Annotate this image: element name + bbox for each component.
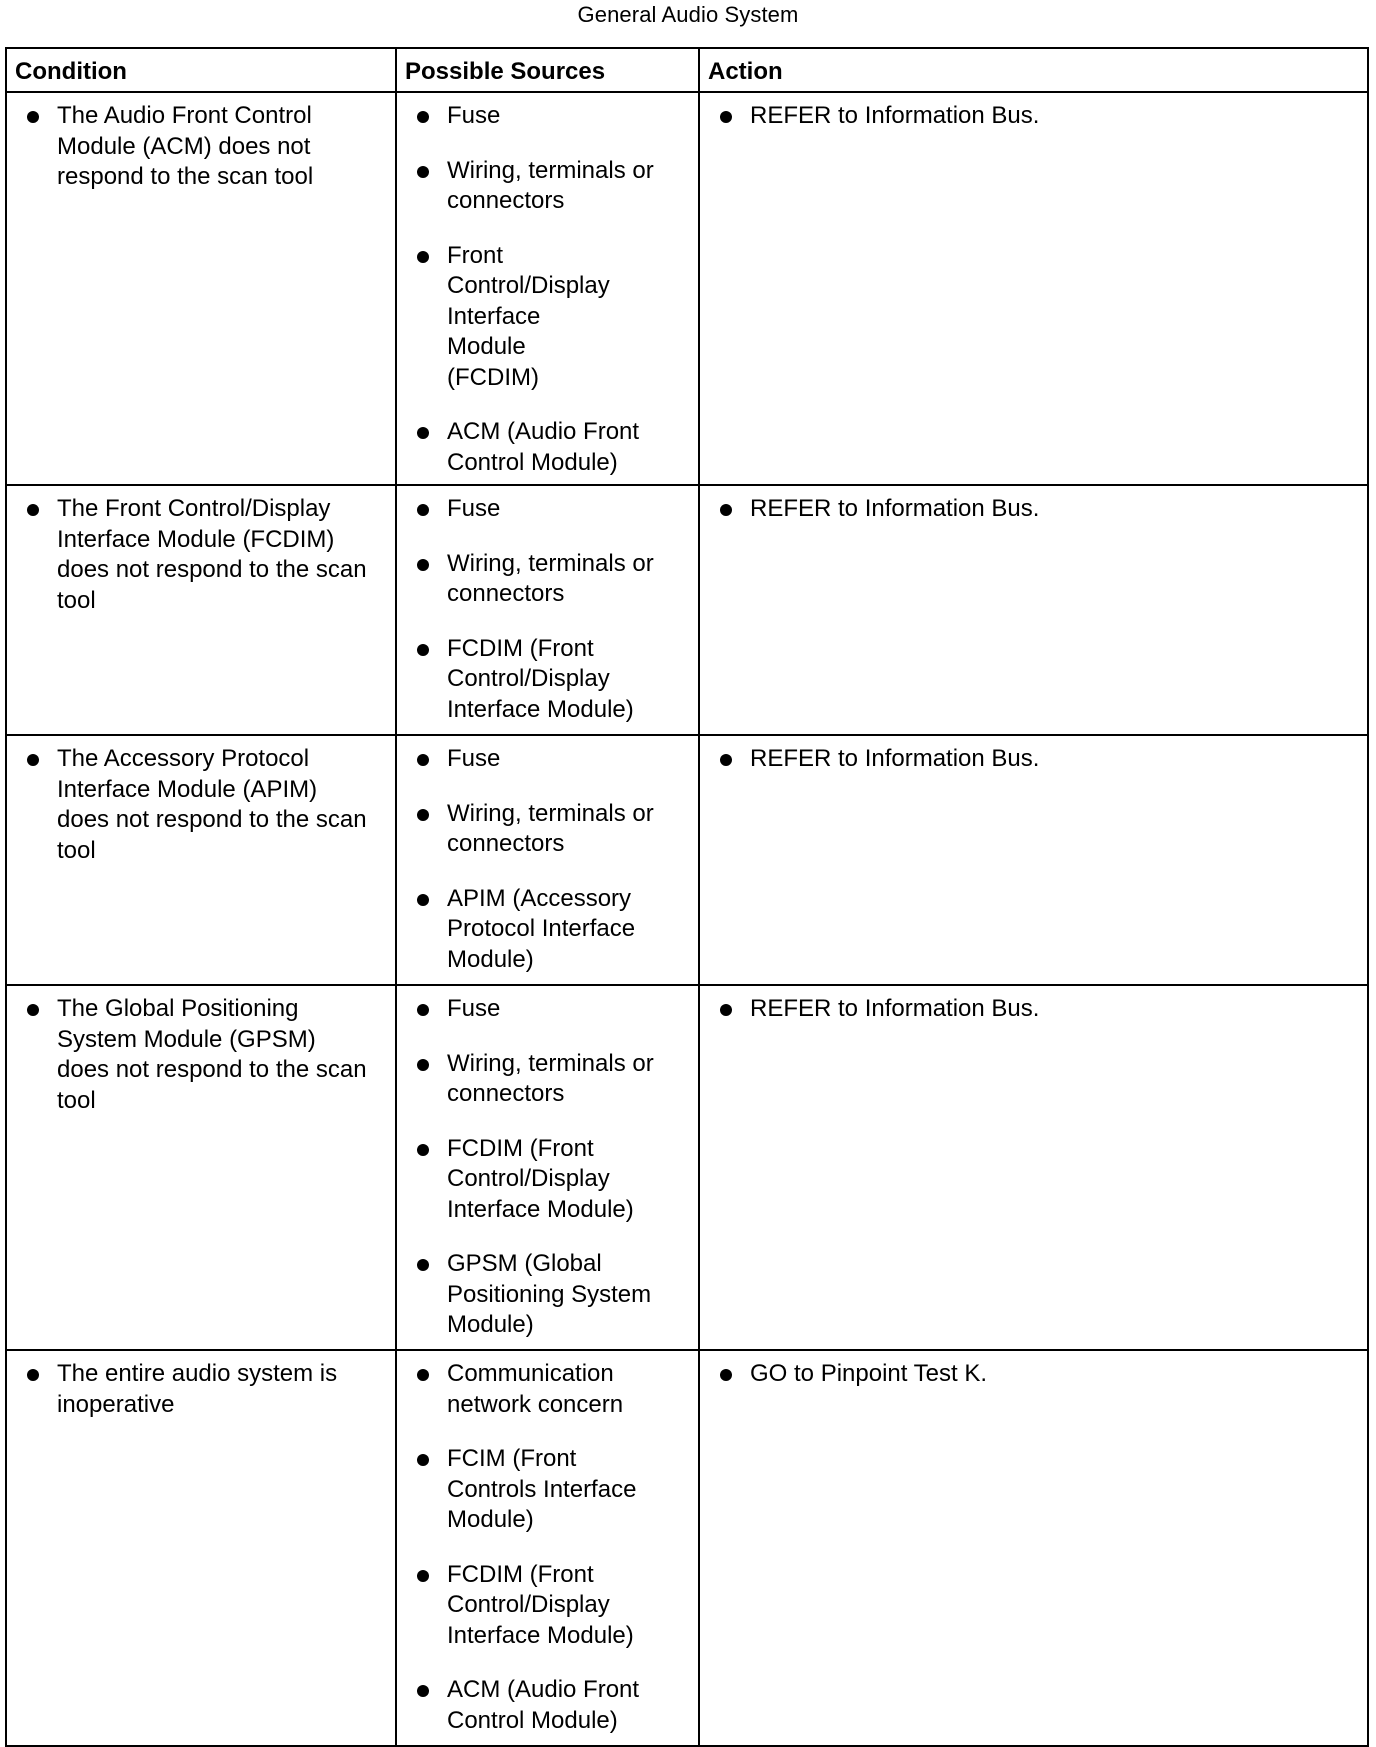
bullet-icon — [720, 111, 732, 123]
bullet-icon — [417, 754, 429, 766]
condition-item: The Global Positioning System Module (GPSM) does not respond to the scan tool — [27, 994, 387, 1116]
bullet-icon — [27, 111, 39, 123]
action-cell — [699, 92, 1368, 485]
action-cell — [699, 1350, 1368, 1746]
bullet-icon — [720, 504, 732, 516]
sources-cell — [396, 485, 699, 735]
table-row — [6, 985, 1368, 1350]
bullet-icon — [417, 1570, 429, 1582]
bullet-icon — [417, 1004, 429, 1016]
source-item: FCDIM (Front Control/Display Interface Module) — [417, 634, 660, 726]
bullet-icon — [417, 1144, 429, 1156]
condition-cell — [6, 92, 396, 485]
action-item: REFER to Information Bus. — [720, 101, 1359, 132]
header-condition: Condition — [6, 48, 396, 92]
action-item: REFER to Information Bus. — [720, 494, 1359, 525]
table-row — [6, 735, 1368, 985]
condition-cell — [6, 735, 396, 985]
source-item: FCIM (Front Controls Interface Module) — [417, 1444, 660, 1536]
source-item: Wiring, terminals or connectors — [417, 156, 660, 217]
source-item: Fuse — [417, 101, 660, 132]
action-cell — [699, 985, 1368, 1350]
header-action: Action — [699, 48, 1368, 92]
source-item: APIM (Accessory Protocol Interface Module) — [417, 884, 660, 976]
condition-item: The Audio Front Control Module (ACM) does not respond to the scan tool — [27, 101, 387, 193]
source-item: Wiring, terminals or connectors — [417, 1049, 660, 1110]
condition-cell — [6, 985, 396, 1350]
bullet-icon — [27, 504, 39, 516]
sources-cell — [396, 1350, 699, 1746]
source-item: Fuse — [417, 744, 660, 775]
bullet-icon — [720, 1369, 732, 1381]
diagnosis-table — [5, 47, 1369, 1747]
bullet-icon — [417, 166, 429, 178]
source-item: Wiring, terminals or connectors — [417, 799, 660, 860]
source-item: Front Control/Display Interface Module (FCDIM) — [417, 241, 660, 394]
source-item: GPSM (Global Positioning System Module) — [417, 1249, 660, 1341]
bullet-icon — [27, 754, 39, 766]
source-item: FCDIM (Front Control/Display Interface Module) — [417, 1134, 660, 1226]
bullet-icon — [417, 111, 429, 123]
header-possible-sources: Possible Sources — [396, 48, 699, 92]
bullet-icon — [417, 809, 429, 821]
source-item: Fuse — [417, 494, 660, 525]
table-row — [6, 92, 1368, 485]
source-item: Fuse — [417, 994, 660, 1025]
bullet-icon — [417, 894, 429, 906]
bullet-icon — [417, 251, 429, 263]
source-item: Wiring, terminals or connectors — [417, 549, 660, 610]
page-title: General Audio System — [577, 2, 799, 27]
condition-item: The Accessory Protocol Interface Module (APIM) does not respond to the scan tool — [27, 744, 387, 866]
header-row — [6, 48, 1368, 92]
sources-cell — [396, 92, 699, 485]
condition-item: The entire audio system is inoperative — [27, 1359, 387, 1420]
bullet-icon — [417, 644, 429, 656]
condition-cell — [6, 1350, 396, 1746]
bullet-icon — [720, 1004, 732, 1016]
action-cell — [699, 485, 1368, 735]
bullet-icon — [27, 1004, 39, 1016]
sources-cell — [396, 735, 699, 985]
action-item: REFER to Information Bus. — [720, 994, 1359, 1025]
bullet-icon — [417, 1454, 429, 1466]
source-item: ACM (Audio Front Control Module) — [417, 1675, 660, 1736]
bullet-icon — [27, 1369, 39, 1381]
bullet-icon — [417, 1685, 429, 1697]
source-item: ACM (Audio Front Control Module) — [417, 417, 660, 478]
action-item: REFER to Information Bus. — [720, 744, 1359, 775]
source-item: FCDIM (Front Control/Display Interface Module) — [417, 1560, 660, 1652]
condition-cell — [6, 485, 396, 735]
table-row — [6, 1350, 1368, 1746]
bullet-icon — [417, 1259, 429, 1271]
action-cell — [699, 735, 1368, 985]
bullet-icon — [417, 1369, 429, 1381]
bullet-icon — [417, 559, 429, 571]
action-item: GO to Pinpoint Test K. — [720, 1359, 1359, 1390]
condition-item: The Front Control/Display Interface Module (FCDIM) does not respond to the scan tool — [27, 494, 387, 616]
table-row — [6, 485, 1368, 735]
sources-cell — [396, 985, 699, 1350]
bullet-icon — [417, 504, 429, 516]
bullet-icon — [720, 754, 732, 766]
bullet-icon — [417, 427, 429, 439]
bullet-icon — [417, 1059, 429, 1071]
source-item: Communication network concern — [417, 1359, 660, 1420]
